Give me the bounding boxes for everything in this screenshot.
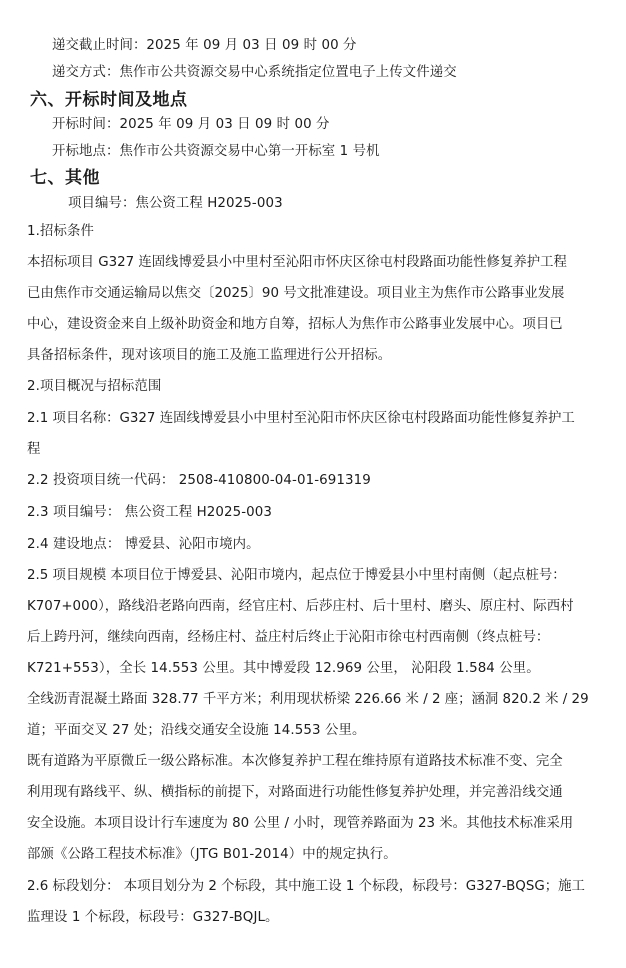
technical-standard-line: 既有道路为平原微丘一级公路标准。本次修复养护工程在维持原有道路技术标准不变、完全 [27, 754, 563, 769]
quantity-line: 道；平面交叉 27 处；沿线交通安全设施 14.553 公里。 [27, 723, 366, 738]
project-scale-line: K721+553），全长 14.553 公里。其中博爱段 12.969 公里， 沁阳段 1.584 公里。 [27, 661, 540, 676]
technical-standard-line: 利用现有路线平、纵、横指标的前提下，对路面进行功能性修复养护处理，并完善沿线交通 [27, 785, 563, 800]
lot-division-line: 监理设 1 个标段，标段号：G327-BQJL。 [27, 910, 279, 925]
construction-location: 2.4 建设地点： 博爱县、沁阳市境内。 [27, 537, 260, 552]
quantity-line: 全线沥青混凝土路面 328.77 千平方米；利用现状桥梁 226.66 米 / 2 座；涵洞 820.2 米 / 29 [27, 692, 589, 707]
investment-code: 2.2 投资项目统一代码： 2508-410800-04-01-691319 [27, 473, 371, 488]
project-scale-line: K707+000），路线沿老路向西南，经官庄村、后莎庄村、后十里村、磨头、原庄村、际西村 [27, 599, 574, 614]
project-scale-line: 2.5 项目规模 本项目位于博爱县、沁阳市境内，起点位于博爱县小中里村南侧（起点桩号： [27, 568, 566, 583]
project-number: 2.3 项目编号： 焦公资工程 H2025-003 [27, 505, 273, 520]
clause-1-line: 本招标项目 G327 连固线博爱县小中里村至沁阳市怀庆区徐屯村段路面功能性修复养护工程 [27, 255, 567, 270]
project-name-line: 2.1 项目名称：G327 连固线博爱县小中里村至沁阳市怀庆区徐屯村段路面功能性修复养护工 [27, 411, 575, 426]
clause-1-line: 具备招标条件，现对该项目的施工及施工监理进行公开招标。 [27, 348, 392, 363]
section-7-heading: 七、其他 [30, 168, 100, 188]
project-number-line: 项目编号：焦公资工程 H2025-003 [68, 196, 283, 211]
submission-method: 递交方式：焦作市公共资源交易中心系统指定位置电子上传文件递交 [52, 65, 457, 80]
clause-1-line: 已由焦作市交通运输局以焦交〔2025〕90 号文批准建设。项目业主为焦作市公路事业发展 [27, 286, 565, 301]
bid-opening-place: 开标地点：焦作市公共资源交易中心第一开标室 1 号机 [52, 144, 380, 159]
section-6-heading: 六、开标时间及地点 [30, 90, 188, 110]
lot-division-line: 2.6 标段划分： 本项目划分为 2 个标段，其中施工设 1 个标段，标段号：G327-BQSG；施工 [27, 879, 585, 894]
clause-1-line: 中心，建设资金来自上级补助资金和地方自筹，招标人为焦作市公路事业发展中心。项目已 [27, 317, 563, 332]
clause-1-title: 1.招标条件 [27, 224, 94, 239]
technical-standard-line: 部颁《公路工程技术标准》（JTG B01-2014）中的规定执行。 [27, 847, 397, 862]
bid-opening-time: 开标时间：2025 年 09 月 03 日 09 时 00 分 [52, 117, 330, 132]
submission-deadline: 递交截止时间：2025 年 09 月 03 日 09 时 00 分 [52, 38, 357, 53]
project-scale-line: 后上跨丹河，继续向西南，经杨庄村、益庄村后终止于沁阳市徐屯村西南侧（终点桩号： [27, 630, 550, 645]
clause-2-title: 2.项目概况与招标范围 [27, 379, 162, 394]
technical-standard-line: 安全设施。本项目设计行车速度为 80 公里 / 小时，现管养路面为 23 米。其他技术标准采用 [27, 816, 574, 831]
project-name-line: 程 [27, 442, 41, 457]
